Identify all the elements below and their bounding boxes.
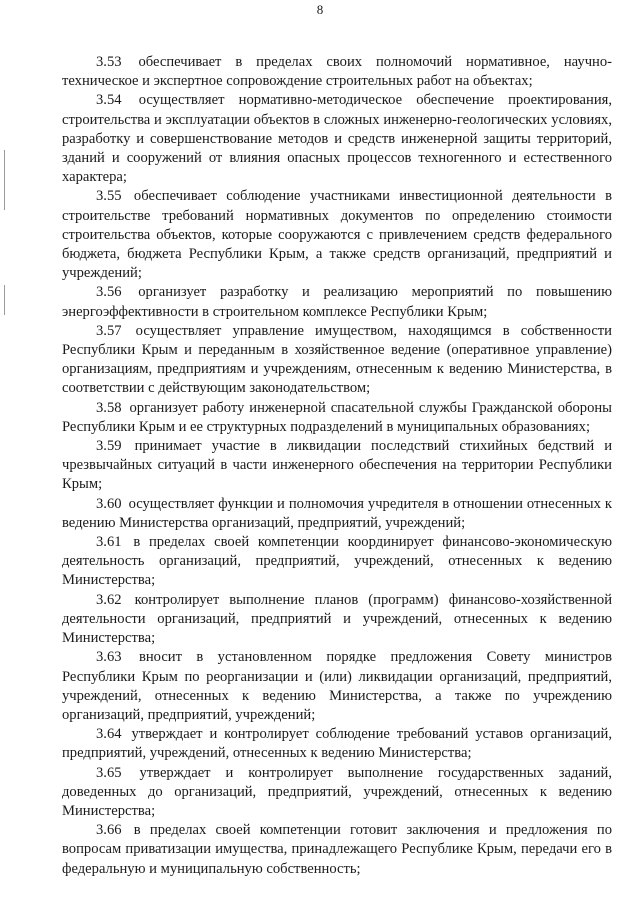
item-number: 3.61	[96, 534, 122, 551]
item-text: организует разработку и реализацию мероприятий по повышению энергоэффективности в строительном комплексе Республики Крым;	[62, 284, 612, 320]
list-item	[62, 53, 612, 91]
list-item	[62, 283, 612, 321]
item-number: 3.53	[96, 54, 122, 70]
item-text: организует работу инженерной спасательной службы Гражданской обороны Республики Крым и ее структурных подразделений в муниципальных образованиях;	[62, 399, 612, 435]
item-text: обеспечивает соблюдение участниками инвестиционной деятельности в строительстве требований нормативных документов по определению стоимости строительства объектов, которые сооружаются с привлечением средств федерального бюджета, бюджета Республики Крым, а также средств организаций, предприятий и учреждений;	[62, 188, 612, 282]
item-text: осуществляет нормативно-методическое обеспечение проектирования, строительства и эксплуатации объектов в сложных инженерно-геологических условиях, разработку и совершенствование методов и средств инженерной защиты территорий, зданий и сооружений от влияния опасных процессов техногенного и естественного характера;	[62, 92, 612, 186]
item-number: 3.55	[96, 188, 122, 205]
item-text: осуществляет управление имуществом, находящимся в собственности Республики Крым и переданным в хозяйственное ведение (оперативное управление) организациям, предприятиям и учреждениям, отнесенным к ведению Министерства, в соответствии с действующим законодательством;	[62, 322, 612, 397]
item-text: утверждает и контролирует выполнение государственных заданий, доведенных до организаций, предприятий, учреждений, отнесенных к ведению Министерства;	[62, 764, 612, 819]
item-text: контролирует выполнение планов (программ) финансово-хозяйственной деятельности организаций, предприятий и учреждений, отнесенных к ведению Министерства;	[62, 591, 613, 647]
item-text: обеспечивает в пределах своих полномочий нормативное, научно-техническое и экспертное сопровождение строительных работ на объектах;	[62, 54, 613, 90]
item-text: принимает участие в ликвидации последствий стихийных бедствий и чрезвычайных ситуаций в части инженерного обеспечения на территории Республики Крым;	[62, 438, 613, 493]
item-number: 3.66	[96, 822, 122, 839]
item-number: 3.64	[96, 726, 122, 743]
list-item	[62, 91, 612, 187]
list-item	[62, 533, 612, 591]
list-item	[62, 648, 612, 725]
list-item	[62, 437, 612, 495]
item-text: утверждает и контролирует соблюдение требований уставов организаций, предприятий, учреждений, отнесенных к ведению Министерства;	[62, 726, 612, 762]
item-number: 3.57	[96, 322, 122, 339]
list-item	[62, 495, 612, 533]
item-number: 3.59	[96, 438, 122, 455]
item-number: 3.63	[96, 649, 122, 666]
item-number: 3.60	[96, 495, 122, 512]
item-text: в пределах своей компетенции координирует финансово-экономическую деятельность организаций, предприятий, учреждений, отнесенных к ведению Министерства;	[62, 534, 613, 589]
list-item	[62, 399, 612, 437]
list-item	[62, 322, 612, 399]
list-item	[62, 591, 612, 649]
item-number: 3.65	[96, 764, 122, 781]
scan-margin-mark	[4, 285, 5, 315]
list-item	[62, 764, 612, 822]
item-number: 3.54	[96, 92, 122, 109]
list-item	[62, 725, 612, 763]
document-body	[62, 53, 612, 879]
item-text: в пределах своей компетенции готовит заключения и предложения по вопросам приватизации имущества, принадлежащего Республике Крым, передачи его в федеральную и муниципальную собственность;	[62, 822, 612, 877]
list-item	[62, 187, 612, 283]
page-number: 8	[316, 2, 324, 17]
item-text: осуществляет функции и полномочия учредителя в отношении отнесенных к ведению Министерства организаций, предприятий, учреждений;	[62, 495, 612, 531]
item-number: 3.56	[96, 284, 122, 301]
item-text: вносит в установленном порядке предложения Совету министров Республики Крым по реорганизации и (или) ликвидации организаций, предприятий, учреждений, отнесенных к ведению Министерства, а также по учреждению организаций, предприятий, учреждений;	[62, 649, 612, 723]
scan-margin-mark	[4, 150, 5, 210]
item-number: 3.62	[96, 591, 122, 608]
list-item	[62, 821, 612, 879]
item-number: 3.58	[96, 399, 122, 416]
